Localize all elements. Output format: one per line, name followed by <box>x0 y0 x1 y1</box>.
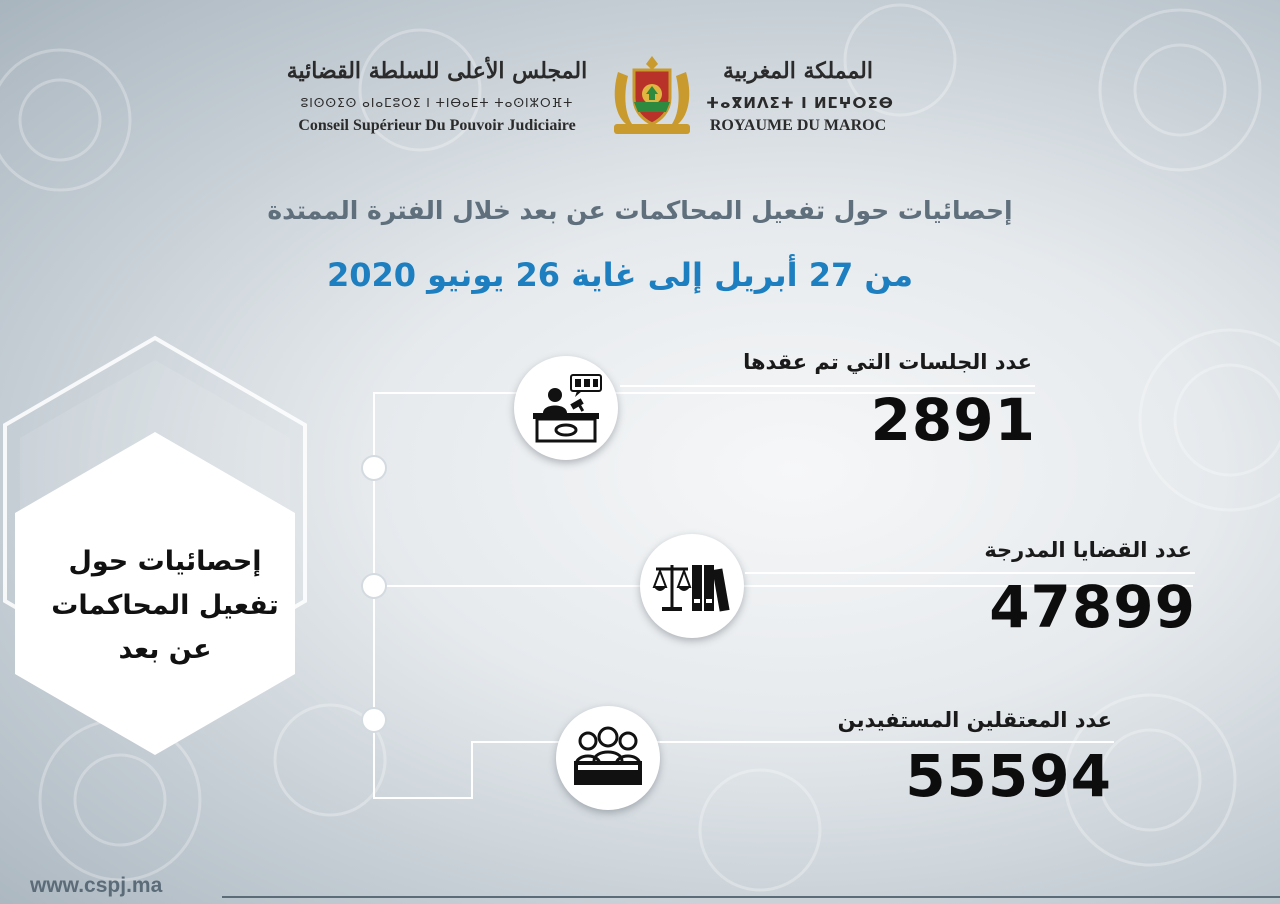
stat-label-sessions: عدد الجلسات التي تم عقدها <box>743 350 1032 374</box>
stat-value-detainees: 55594 <box>905 742 1112 810</box>
kingdom-name-french: ROYAUME DU MAROC <box>709 117 887 134</box>
connector-dot <box>362 708 386 732</box>
stat-value-sessions: 2891 <box>870 386 1036 454</box>
period-subtitle: من 27 أبريل إلى غاية 26 يونيو 2020 <box>326 256 914 294</box>
kingdom-name-tifinagh: ⵜⴰⴳⵍⴷⵉⵜ ⵏ ⵍⵎⵖⵔⵉⴱ <box>706 94 894 112</box>
stat-label-cases: عدد القضايا المدرجة <box>984 538 1192 562</box>
stat-label-detainees: عدد المعتقلين المستفيدين <box>837 708 1112 732</box>
hexagon-caption-line: عن بعد <box>118 634 212 665</box>
kingdom-name-arabic: المملكة المغربية <box>723 58 873 84</box>
stat-value-cases: 47899 <box>989 573 1196 641</box>
council-name-french: Conseil Supérieur Du Pouvoir Judiciaire <box>298 117 576 134</box>
scales-books-icon <box>640 534 744 638</box>
footer-divider <box>222 896 1280 898</box>
connector-dot <box>362 574 386 598</box>
hexagon-caption <box>10 540 320 672</box>
page-title: إحصائيات حول تفعيل المحاكمات عن بعد خلال الفترة الممتدة <box>267 196 1013 225</box>
royal-emblem-icon <box>608 52 696 142</box>
council-name-arabic: المجلس الأعلى للسلطة القضائية <box>286 58 588 84</box>
hexagon-caption-line: تفعيل المحاكمات <box>51 590 279 621</box>
courtroom-judge-icon <box>514 356 618 460</box>
hexagon-caption-line: إحصائيات حول <box>68 546 262 577</box>
council-name-tifinagh: ⵓⵏⵙⵙⵉⵙ ⴰⵏⴰⵎⵓⵔⵉ ⵏ ⵜⵏⴱⴰⴹⵜ ⵜⴰⵙⵏⵣⵔⴼⵜ <box>300 96 574 110</box>
connector-dot <box>362 456 386 480</box>
footer-website-link[interactable]: www.cspj.ma <box>30 874 163 897</box>
detainees-group-icon <box>556 706 660 810</box>
